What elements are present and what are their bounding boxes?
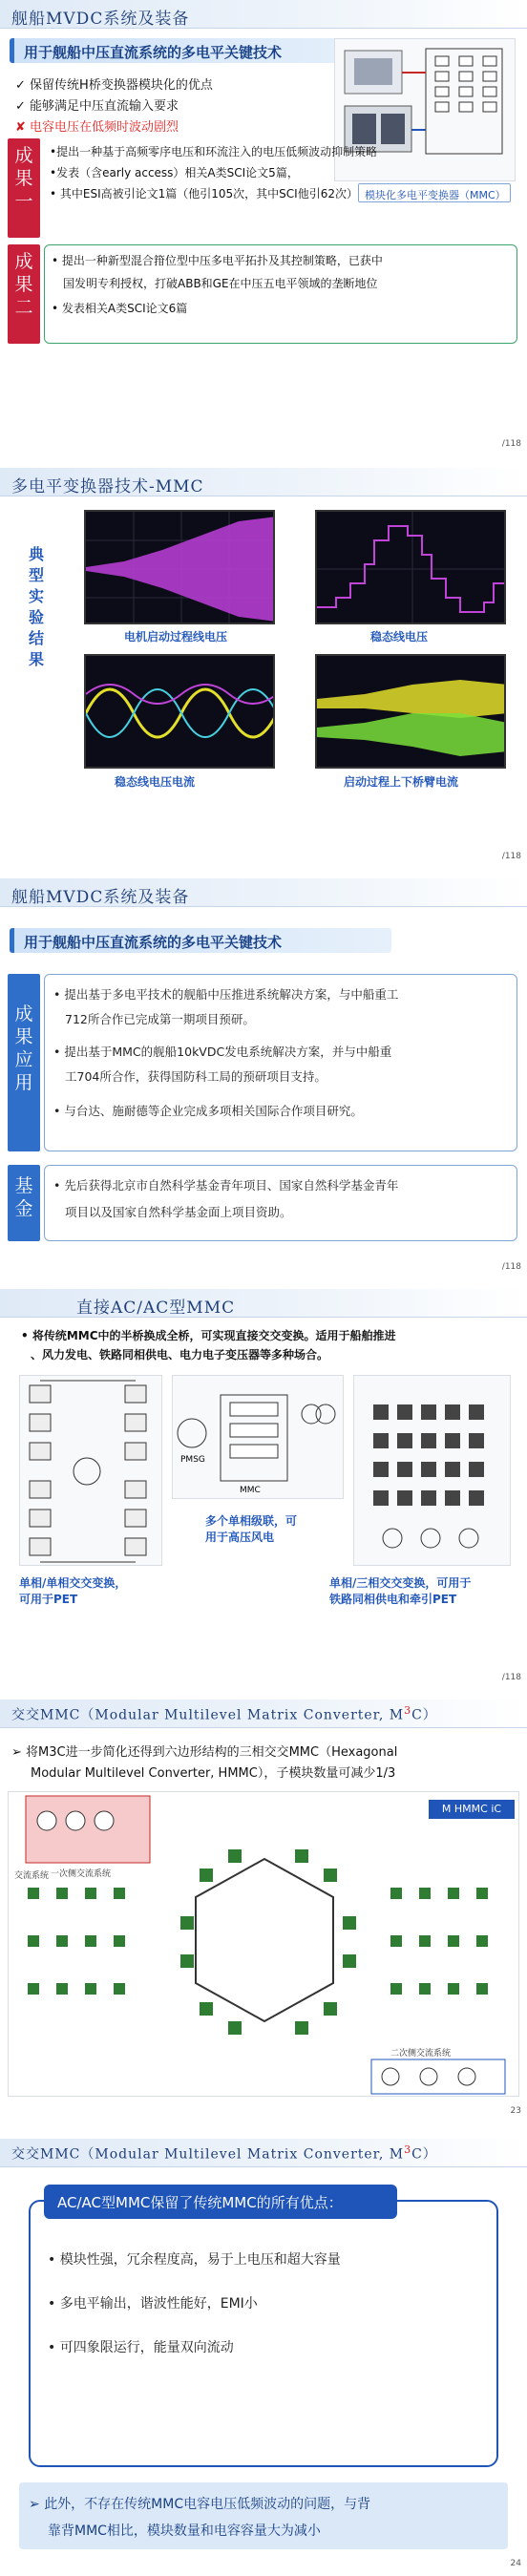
apply-label: 成果应用 [8,974,40,1151]
primary-ac-label: 一次侧交流系统 [51,1869,112,1879]
mmc-caption: 模块化多电平变换器（MMC） [365,189,506,201]
cross-icon: ✘ [15,120,26,135]
slide-header [0,468,527,496]
achievement-1-line-1: •提出一种基于高频零序电压和环流注入的电压低频波动抑制策略 [50,145,378,158]
page-number: 24 [510,2559,521,2568]
apply-line-4: 工704所合作，获得国防科工局的预研项目支持。 [65,1069,327,1084]
waveform-figure [86,512,275,624]
advantages-header [44,2185,397,2219]
apply-line-3: • 提出基于MMC的舰船10kVDC发电系统解决方案，并与中船重 [53,1045,392,1059]
scope-startup-arm-current [315,654,506,769]
circuit-figure [9,1792,520,2098]
page-number: /118 [501,1262,521,1272]
mmc-device-photo [334,38,516,181]
waveform-figure [317,512,506,624]
wind-mmc-circuit [172,1375,344,1499]
caption-2: 稳态线电压 [370,630,429,644]
achievement-2-line-3: • 发表相关A类SCI论文6篇 [52,302,188,315]
achievement-1-line-3: • 其中ESI高被引论文1篇（他引105次，其中SCI他引62次） [50,187,358,201]
check-icon: ✓ [15,78,26,93]
achievement-2-line-1: • 提出一种新型混合箝位型中压多电平拓扑及其控制策略，已获中 [52,254,383,267]
mmc-caption-box [358,183,511,202]
mmc-label: MMC [240,1486,261,1495]
slide-title: 舰船MVDC系统及装备 [11,10,190,29]
hmmc-circuit-diagram [8,1791,519,2097]
slide-header [0,2139,527,2167]
slide-mmc-experiments [0,468,527,869]
bottom-note [19,2482,508,2549]
ac-system-label: 交流系统 [14,1871,50,1881]
caption-right: 单相/三相交交变换，可用于 铁路同相供电和牵引PET [329,1576,472,1606]
apply-line-5: • 与台达、施耐德等企业完成多项相关国际合作项目研究。 [53,1104,363,1118]
slide-header [0,878,527,907]
achievement-2-line-2: 国发明专利授权，打破ABB和GE在中压五电平领域的垄断地位 [63,277,378,290]
slide-title: 交交MMC（Modular Multilevel Matrix Converter, $M^3C$） [11,2143,437,2163]
page-number: /118 [501,439,521,449]
waveform-figure [317,656,506,769]
slide-header [0,1700,527,1728]
slide-title: 舰船MVDC系统及装备 [11,888,190,907]
section-band-text: 用于舰船中压直流系统的多电平关键技术 [24,934,283,951]
slide-title: 多电平变换器技术-MMC [11,477,204,496]
advantage-2: • 多电平输出，谐波性能好，EMI小 [48,2296,258,2312]
circuit-figure [20,1376,163,1567]
waveform-figure [86,656,275,769]
scope-steady-voltage [315,510,506,624]
advantages-header-text: AC/AC型MMC保留了传统MMC的所有优点： [57,2194,343,2211]
apply-line-2: 712所合作已完成第一期项目预研。 [65,1012,255,1026]
fund-label: 基金 [8,1165,40,1241]
caption-4: 启动过程上下桥臂电流 [344,775,459,789]
caption-1: 电机启动过程线电压 [124,630,228,644]
circuit-figure [173,1376,345,1500]
check-item-1: ✓ 保留传统H桥变换器模块化的优点 [15,78,213,93]
advantage-3: • 可四象限运行，能量双向流动 [48,2340,234,2355]
pmsg-label: PMSG [180,1455,205,1465]
circuit-figure [354,1376,512,1567]
achievement-2-label: 成果二 [8,244,40,344]
scope-steady-current [84,654,275,769]
bullet-line-2: Modular Multilevel Converter, HMMC），子模块数量可减少1/3 [31,1766,396,1781]
section-band [10,928,391,953]
caption-left: 单相/单相交交变换， 可用于PET [19,1576,127,1606]
intro-line-1: • 将传统MMC中的半桥换成全桥，可实现直接交交变换。适用于船舶推进 [21,1329,396,1342]
caption-mid: 多个单相级联，可 用于高压风电 [205,1514,298,1544]
mmc-circuit-figure [335,39,516,182]
slide-ac-ac-mmc [0,1289,527,1690]
achievement-1-box [44,205,517,207]
bullet-line-1: ➢ 将M3C进一步简化还得到六边形结构的三相交交MMC（Hexagonal [11,1745,398,1760]
caption-3: 稳态线电压电流 [115,775,196,789]
section-band-text: 用于舰船中压直流系统的多电平关键技术 [24,44,283,61]
slide-m3c-hmmc [0,1700,527,2129]
slide-title: 直接AC/AC型MMC [76,1299,236,1318]
fund-line-2: 项目以及国家自然科学基金面上项目资助。 [65,1205,292,1219]
cross-item: ✘ 电容电压在低频时波动剧烈 [15,120,179,135]
slide-header [0,0,527,29]
single-three-circuit [353,1375,511,1566]
slide-mvdc-1 [0,0,527,458]
secondary-ac-label: 二次侧交流系统 [390,2049,452,2059]
bottom-line-2: 靠背MMC相比，模块数量和电容容量大为减小 [48,2523,321,2539]
slide-ac-ac-advantages [0,2139,527,2576]
slide-mvdc-2 [0,878,527,1279]
apply-line-1: • 提出基于多电平技术的舰船中压推进系统解决方案，与中船重工 [53,987,399,1002]
achievement-1-label: 成果一 [8,138,40,238]
check-item-2: ✓ 能够满足中压直流输入要求 [15,99,179,114]
page-number: /118 [501,852,521,861]
scope-motor-start [84,510,275,624]
page-number: /118 [501,1673,521,1682]
slide-title: 交交MMC（Modular Multilevel Matrix Converter, $M^3C$） [11,1704,437,1723]
page-number: 23 [510,2106,521,2116]
hmmc-tag: M HMMC iC [429,1800,515,1819]
advantages-box [29,2194,498,2467]
check-icon: ✓ [15,99,26,114]
achievement-1-line-2: •发表（含early access）相关A类SCI论文5篇， [50,166,299,179]
slide-header [0,1289,527,1318]
side-label: 典型实验结果 [29,545,45,668]
fund-line-1: • 先后获得北京市自然科学基金青年项目、国家自然科学基金青年 [53,1178,399,1193]
advantage-1: • 模块性强，冗余程度高，易于上电压和超大容量 [48,2252,341,2268]
bottom-line-1: ➢ 此外，不存在传统MMC电容电压低频波动的问题，与背 [29,2497,371,2512]
intro-line-2: 、风力发电、铁路同相供电、电力电子变压器等多种场合。 [31,1348,329,1362]
single-single-circuit [19,1375,162,1566]
